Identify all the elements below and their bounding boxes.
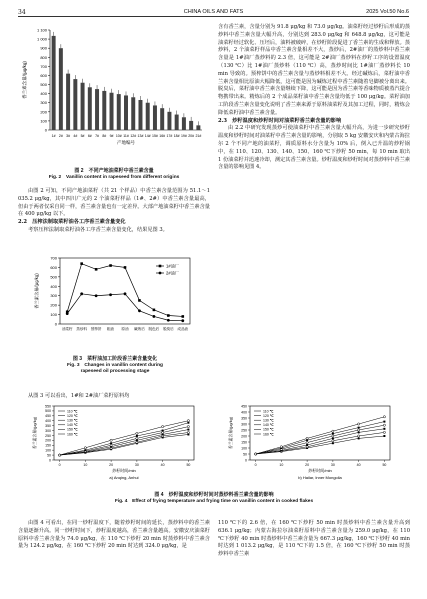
x-tick-label: 4# bbox=[73, 134, 78, 138]
paragraph: 110 ℃下的 2.6 倍，在 160 ℃下炒籽 50 min 时蒸炒料中香兰素含量升高到 636.1 μg/kg；内蒙古海拉尔油菜籽原料中香兰素含量为 259.0 μg/kg，在 110 ℃下炒籽 40 min 时蒸炒料中香兰素含量为 667.3 μg/kg，160 ℃下炒籽 40 min 时达到 1 013.2 μg/kg，是 110 ℃下的 1.5 倍，在 160 ℃下炒籽 50 min 时蒸炒料中香兰素 bbox=[218, 520, 410, 558]
data-point bbox=[153, 309, 156, 312]
y-tick-label: 0 bbox=[54, 321, 57, 327]
fig4b-series-line bbox=[256, 417, 385, 454]
fig4b-y-tick-label: 150 bbox=[241, 440, 247, 445]
bar bbox=[59, 48, 63, 130]
fig2-caption-en: Fig. 2 Vanillin content in rapeseed from different origins bbox=[48, 174, 180, 180]
fig4a-series-line bbox=[60, 423, 189, 455]
fig4b-x-tick-label: 30 bbox=[330, 463, 335, 467]
y-tick-label: 500 bbox=[50, 274, 57, 280]
fig4a-y-tick-label: 300 bbox=[45, 428, 51, 433]
fig4b-data-point bbox=[383, 435, 385, 437]
fig4b-data-point bbox=[383, 416, 385, 418]
fig4b-y-tick-label: 0 bbox=[245, 458, 247, 463]
x-tick-label: 粗油 bbox=[106, 327, 115, 331]
y-tick-label: 400 bbox=[40, 91, 47, 97]
bar bbox=[95, 89, 99, 130]
y-tick-label: 700 bbox=[40, 63, 47, 69]
fig4b-series-line bbox=[256, 432, 385, 454]
bar bbox=[146, 103, 150, 130]
x-tick-label: 20# bbox=[188, 134, 195, 138]
fig4a-data-point bbox=[136, 435, 138, 437]
y-tick-label: 700 bbox=[50, 255, 57, 261]
y-tick-label: 300 bbox=[40, 100, 47, 106]
fig3-caption-en-2: rapeseed oil processing stage bbox=[80, 369, 150, 375]
data-point bbox=[109, 293, 112, 296]
fig4a-y-tick-label: 450 bbox=[45, 414, 51, 419]
section-heading-2-3: 2.3 炒籽温度和炒籽时间对油菜籽香兰素含量的影响 bbox=[218, 117, 342, 124]
fig4b-x-tick-label: 40 bbox=[356, 463, 361, 467]
data-point bbox=[80, 292, 83, 295]
fig4b-data-point bbox=[332, 435, 334, 437]
data-point bbox=[66, 312, 69, 315]
x-tick-label: 21# bbox=[195, 134, 202, 138]
fig4b-legend-label: 140 ℃ bbox=[263, 423, 274, 428]
x-tick-label: 6# bbox=[87, 134, 92, 138]
data-point bbox=[138, 299, 141, 302]
bar bbox=[66, 74, 70, 130]
fig4b-data-point bbox=[332, 430, 334, 432]
figure-4 bbox=[18, 402, 410, 506]
fig4b-data-point bbox=[383, 431, 385, 433]
y-tick-label: 1 100 bbox=[36, 27, 47, 33]
fig4a-x-tick-label: 50 bbox=[186, 463, 191, 467]
x-tick-label: 15# bbox=[152, 134, 158, 138]
fig3-line-chart bbox=[30, 254, 200, 352]
y-tick-label: 900 bbox=[40, 45, 47, 51]
fig4a-x-tick-label: 40 bbox=[160, 463, 165, 467]
x-tick-label: 1# bbox=[51, 134, 56, 138]
fig4a-series-line bbox=[60, 427, 189, 455]
y-axis-title: 香兰素含量/(μg/kg) bbox=[34, 273, 39, 309]
paragraph: 从图 3 可以看出，1#和 2#油厂菜籽原料均 bbox=[28, 393, 130, 399]
fig4-caption-en: Fig. 4 Effect of frying temperature and frying time on vanillin content in cooked flakes bbox=[114, 498, 314, 504]
fig4a-legend-label: 140 ℃ bbox=[67, 423, 78, 428]
bar bbox=[81, 83, 85, 130]
x-tick-label: 19# bbox=[180, 134, 187, 138]
x-tick-label: 原油 bbox=[121, 327, 129, 331]
fig4a-x-axis-title: 炒籽时间/min bbox=[112, 468, 136, 473]
fig4b-y-tick-label: 400 bbox=[241, 410, 247, 415]
fig4b-data-point bbox=[306, 446, 308, 448]
legend-label: 1#油厂 bbox=[166, 263, 180, 269]
bar bbox=[117, 94, 121, 130]
fig4b-subcaption: b) Hailar, Inner Mongolia bbox=[298, 475, 342, 480]
x-tick-label: 8# bbox=[102, 134, 107, 138]
right-column-text bbox=[218, 24, 410, 172]
fig4b-legend-label: 160 ℃ bbox=[263, 432, 274, 437]
fig4a-x-tick-label: 30 bbox=[134, 463, 139, 467]
x-tick-label: 12# bbox=[130, 134, 137, 138]
series-line bbox=[67, 294, 183, 321]
fig2-caption-cn: 图 2 不同产地油菜籽中香兰素含量 bbox=[74, 168, 154, 174]
fig4a-y-tick-label: 250 bbox=[45, 433, 51, 438]
y-tick-label: 300 bbox=[50, 293, 57, 299]
fig4b-data-point bbox=[358, 435, 360, 437]
fig4a-y-tick-label: 400 bbox=[45, 419, 51, 424]
bar bbox=[138, 100, 142, 130]
y-tick-label: 100 bbox=[40, 118, 47, 124]
y-tick-label: 500 bbox=[40, 82, 47, 88]
bar bbox=[153, 105, 157, 130]
fig4b-y-tick-label: 200 bbox=[241, 434, 247, 439]
fig4a-x-tick-label: 20 bbox=[109, 463, 114, 467]
bottom-right-text bbox=[218, 520, 410, 559]
fig4b-data-point bbox=[332, 440, 334, 442]
fig4a-subcaption: a) Anqing, Anhui bbox=[109, 475, 139, 480]
bar bbox=[196, 125, 200, 130]
x-tick-label: 14# bbox=[144, 134, 151, 138]
fig4a-legend-label: 150 ℃ bbox=[67, 427, 78, 432]
x-tick-label: 10# bbox=[115, 134, 122, 138]
x-tick-label: 碱炼后 bbox=[134, 327, 145, 331]
fig4b-data-point bbox=[332, 442, 334, 444]
x-axis-title: 产地编号 bbox=[117, 140, 135, 145]
fig4b-data-point bbox=[306, 437, 308, 439]
x-tick-label: 3# bbox=[66, 134, 71, 138]
fig4b-x-tick-label: 0 bbox=[254, 463, 257, 467]
fig4a-data-point bbox=[136, 441, 138, 443]
fig4b-legend-label: 130 ℃ bbox=[263, 418, 274, 423]
bar bbox=[110, 93, 114, 130]
fig4b-data-point bbox=[332, 437, 334, 439]
fig4a-data-point bbox=[110, 439, 112, 441]
fig4b-y-tick-label: 450 bbox=[241, 404, 247, 409]
data-point bbox=[95, 294, 98, 297]
fig4b-y-tick-label: 350 bbox=[241, 416, 247, 421]
fig4a-y-tick-label: 150 bbox=[45, 443, 51, 448]
fig4a-x-tick-label: 0 bbox=[58, 463, 61, 467]
fig4b-data-point bbox=[255, 453, 257, 455]
y-tick-label: 0 bbox=[44, 127, 47, 133]
bar bbox=[189, 121, 193, 130]
y-tick-label: 1 000 bbox=[36, 36, 47, 42]
section-heading-2-2: 2.2 压榨法制取菜籽油各工序香兰素含量变化 bbox=[18, 219, 126, 226]
fig4a-data-point bbox=[110, 442, 112, 444]
y-tick-label: 200 bbox=[40, 109, 47, 115]
x-tick-label: 2# bbox=[58, 134, 63, 138]
x-tick-label: 11# bbox=[123, 134, 129, 138]
data-point bbox=[138, 309, 141, 312]
fig4b-data-point bbox=[383, 428, 385, 430]
y-tick-label: 600 bbox=[50, 264, 57, 270]
fig4a-y-tick-label: 500 bbox=[45, 409, 51, 414]
legend-label: 2#油厂 bbox=[166, 270, 180, 276]
bar bbox=[73, 79, 77, 130]
journal-volume: 2025 Vol.50 No.6 bbox=[366, 9, 409, 15]
fig4b-data-point bbox=[358, 437, 360, 439]
fig4b-x-tick-label: 20 bbox=[305, 463, 310, 467]
fig4b-y-tick-label: 100 bbox=[241, 446, 247, 451]
bar bbox=[88, 87, 92, 130]
fig4a-data-point bbox=[84, 447, 86, 449]
x-tick-label: 蒸炒料 bbox=[76, 327, 88, 331]
fig4a-legend-label: 160 ℃ bbox=[67, 432, 78, 437]
fig4a-y-tick-label: 100 bbox=[45, 448, 51, 453]
fig4b-x-axis-title: 炒籽时间/min bbox=[308, 468, 332, 473]
bar bbox=[52, 36, 56, 130]
fig4a-y-axis-title: 香兰素含量/(μg/kg) bbox=[33, 417, 37, 449]
fig4a-data-point bbox=[136, 432, 138, 434]
paragraph: 含有香兰素，含量分别为 91.8 μg/kg 和 73.0 μg/kg。油菜籽经过炒籽后形成的蒸炒料中香兰素含量大幅升高，分别达到 283.0 μg/kg 和 648.8 μg/kg，这可能是油菜籽经过软化、压坯后，油料被破碎，在炒籽阶段促进了香兰素的生成和释放。蒸炒料，2 个油菜籽样品中香兰素含量相差不大，蒸炒后，2#油厂的蒸炒料中香兰素含量是 1#油厂蒸炒料的 2.3 倍，这可能是 2#油厂蒸炒料在炒籽工序的设置温度（130 ℃）比 1#油厂蒸炒料（110 ℃）高，蒸炒时间比 1#油厂蒸炒料长 10 min 导致的。预榨饼中的香兰素含量与蒸炒料相差不大。经过碱炼后，菜籽油中香兰素含量相比原油大幅降低，这可能是因为碱炼过程中香兰素随着皂脚被分离出来。脱臭后，菜籽油中香兰素含量继续下降，这可能是因为香兰素等香味物质被蒸汽提合物携带出来。精炼后的 2 个成品菜籽油中香兰素含量均低于 100 μg/kg。菜籽油加工阶段香兰素含量变化说明了香兰素来源于原料油菜籽及其加工过程，同时，精炼会降低菜籽油中香兰素含量。 bbox=[218, 24, 410, 116]
data-point bbox=[167, 319, 170, 322]
legend-marker bbox=[159, 272, 162, 275]
bottom-left-text bbox=[18, 520, 210, 551]
fig4a-data-point bbox=[162, 431, 164, 433]
x-tick-label: 5# bbox=[80, 134, 85, 138]
fig4b-x-tick-label: 50 bbox=[382, 463, 387, 467]
x-tick-label: 16# bbox=[159, 134, 166, 138]
fig4a-y-tick-label: 0 bbox=[49, 458, 51, 463]
fig4b-data-point bbox=[332, 433, 334, 435]
fig4b-data-point bbox=[306, 444, 308, 446]
x-tick-label: 预榨饼 bbox=[90, 327, 102, 331]
fig4b-data-point bbox=[280, 446, 282, 448]
fig4b-y-tick-label: 300 bbox=[241, 422, 247, 427]
x-tick-label: 油菜籽 bbox=[61, 327, 73, 331]
x-tick-label: 9# bbox=[109, 134, 114, 138]
fig4-caption-cn: 图 4 炒籽温度和炒籽时间对蒸炒料香兰素含量的影响 bbox=[154, 492, 274, 498]
legend-marker bbox=[159, 265, 162, 268]
fig4a-data-point bbox=[187, 426, 189, 428]
bar bbox=[102, 91, 106, 130]
x-tick-label: 17# bbox=[166, 134, 173, 138]
fig4a-y-tick-label: 350 bbox=[45, 423, 51, 428]
fig4a-data-point bbox=[162, 430, 164, 432]
journal-name: CHINA OILS AND FATS bbox=[183, 9, 244, 15]
fig4a-data-point bbox=[110, 444, 112, 446]
fig4a-legend-label: 110 ℃ bbox=[67, 409, 78, 414]
paragraph: 由图 4 可看出，在同一炒籽温度下，随着炒籽时间的延长，蒸炒料中的香兰素含量逐渐升高。同一炒籽时间下，炒籽温度越高，香兰素含量越高。安徽安庆油菜籽原料中香兰素含量为 74.0 μg/kg，在 110 ℃下炒籽 20 min 时蒸炒料中香兰素含量为 124.2 μg/kg，在 160 ℃下炒籽 20 min 时达到 324.0 μg/kg，是 bbox=[18, 520, 210, 550]
running-header bbox=[18, 8, 409, 17]
fig4b-data-point bbox=[358, 423, 360, 425]
fig4a-y-tick-label: 550 bbox=[45, 404, 51, 409]
fig4b-data-point bbox=[358, 427, 360, 429]
fig3-caption-en-1: Fig. 3 Changes in vanillin content during bbox=[67, 362, 163, 368]
fig4a-y-tick-label: 200 bbox=[45, 438, 51, 443]
data-point bbox=[167, 314, 170, 317]
fig4a-data-point bbox=[162, 426, 164, 428]
y-axis-title: 香兰素含量/(μg/kg) bbox=[22, 61, 27, 99]
bar bbox=[160, 108, 164, 130]
paragraph: 考察压榨法制取菜籽油各工序香兰素含量变化，结果见图 3。 bbox=[28, 226, 168, 233]
x-tick-label: 脱色后 bbox=[148, 327, 160, 331]
fig4b-data-point bbox=[358, 429, 360, 431]
fig4b-data-point bbox=[383, 424, 385, 426]
left-column-text-fig3-ref bbox=[18, 393, 210, 401]
fig4a-data-point bbox=[136, 437, 138, 439]
fig4a-data-point bbox=[187, 429, 189, 431]
data-point bbox=[152, 315, 155, 318]
fig4a-data-point bbox=[84, 449, 86, 451]
x-tick-label: 成品油 bbox=[177, 327, 189, 331]
y-tick-label: 100 bbox=[50, 312, 57, 318]
left-column-text-top bbox=[18, 188, 210, 235]
fig4b-data-point bbox=[306, 442, 308, 444]
x-tick-label: 18# bbox=[173, 134, 180, 138]
fig4b-y-tick-label: 250 bbox=[241, 428, 247, 433]
page-number: 34 bbox=[18, 9, 26, 16]
bar bbox=[124, 95, 128, 130]
y-tick-label: 800 bbox=[40, 54, 47, 60]
fig4b-y-axis-title: 香兰素含量/(μg/kg) bbox=[229, 417, 233, 449]
data-point bbox=[181, 315, 184, 318]
figure-2 bbox=[18, 24, 210, 184]
y-tick-label: 200 bbox=[50, 302, 57, 308]
bar bbox=[167, 112, 171, 130]
paragraph: 由 2.2 中研究发现蒸炒可使油菜籽中香兰素含量大幅升高，为进一步研究炒籽温度和炒籽时间对油菜籽中香兰素含量的影响，分别取 5 kg 安徽安庆和内蒙古海拉尔 2 个不同产地的油菜籽，调质原料水分含量为 10% 后，倒入已升温的炒籽锅中，在 110、120、130、140、150、160 ℃下炒籽 50 min，每 10 min 取出 1 份油菜籽并迅速冷却，测定其香兰素含量。炒籽温度和炒籽时间对蒸炒料中香兰素含量的影响见图 4。 bbox=[218, 125, 410, 171]
fig4b-x-tick-label: 10 bbox=[279, 463, 284, 467]
bar bbox=[131, 97, 135, 130]
fig4a-legend-label: 130 ℃ bbox=[67, 418, 78, 423]
fig4b-legend-label: 110 ℃ bbox=[263, 409, 274, 414]
fig4a-data-point bbox=[187, 420, 189, 422]
fig4-line-charts bbox=[18, 402, 410, 488]
data-point bbox=[109, 264, 112, 267]
data-point bbox=[80, 262, 83, 265]
fig4b-data-point bbox=[383, 421, 385, 423]
x-tick-label: 脱臭后 bbox=[162, 327, 174, 331]
bar bbox=[175, 115, 179, 130]
fig4b-data-point bbox=[358, 431, 360, 433]
fig4a-y-tick-label: 50 bbox=[47, 453, 51, 458]
fig4b-legend-label: 120 ℃ bbox=[263, 413, 274, 418]
fig4a-legend-label: 120 ℃ bbox=[67, 413, 78, 418]
fig2-bar-chart bbox=[18, 24, 210, 164]
data-point bbox=[124, 266, 127, 269]
x-tick-label: 13# bbox=[137, 134, 144, 138]
data-point bbox=[95, 268, 98, 271]
fig4a-data-point bbox=[187, 431, 189, 433]
x-tick-label: 7# bbox=[95, 134, 100, 138]
y-tick-label: 400 bbox=[50, 283, 57, 289]
fig4a-x-tick-label: 10 bbox=[83, 463, 88, 467]
y-tick-label: 600 bbox=[40, 72, 47, 78]
data-point bbox=[124, 292, 127, 295]
bar bbox=[182, 117, 186, 130]
fig4b-y-tick-label: 50 bbox=[243, 452, 247, 457]
figure-3 bbox=[30, 254, 200, 384]
fig3-caption-cn: 图 3 菜籽油加工阶段香兰素含量变化 bbox=[72, 356, 158, 362]
fig4a-data-point bbox=[59, 454, 61, 456]
data-point bbox=[181, 319, 184, 322]
fig4b-legend-label: 150 ℃ bbox=[263, 427, 274, 432]
paragraph: 由图 2 可知，不同产地油菜籽（共 21 个样品）中香兰素含量范围为 51.1～1 035.2 μg/kg，其中四川广元的 2 个油菜籽样品（1#、2#）中香兰素含量最高，但由于两者仅采自同一样，香兰素含量也有一定差异。大部产地油菜籽中香兰素含量在 400 μg/kg 以下。 bbox=[18, 188, 210, 218]
